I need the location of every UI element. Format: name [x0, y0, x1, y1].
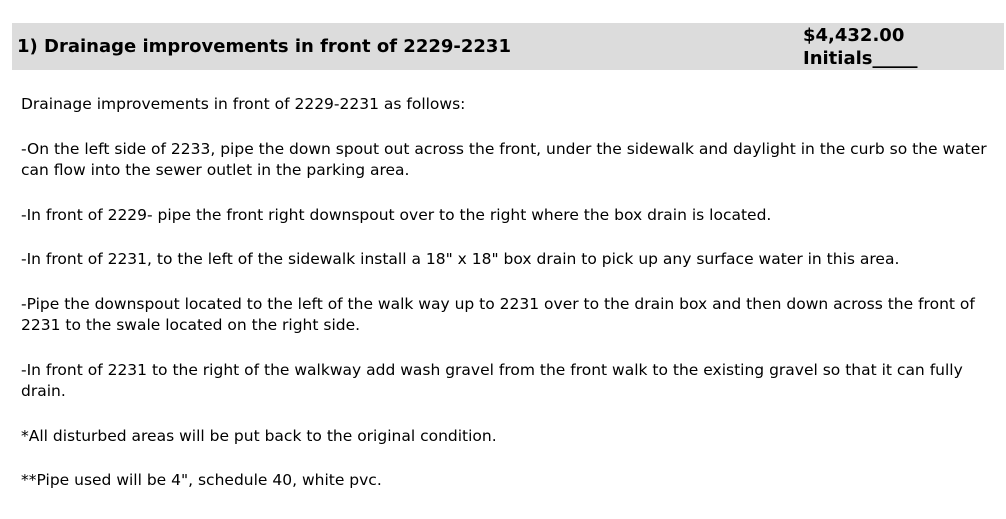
scope-item-2233-downspout: -On the left side of 2233, pipe the down spout out across the front, under the sidewalk and daylight in the curb so the water can flow into the sewer outlet in the parking area.	[21, 139, 987, 179]
note-pipe-spec: **Pipe used will be 4", schedule 40, white pvc.	[21, 471, 382, 489]
scope-item-2231-downspout-pipe: -Pipe the downspout located to the left of the walk way up to 2231 over to the drain box and then down across the front of 2231 to the swale located on the right side.	[21, 294, 975, 334]
scope-item-2229-downspout: -In front of 2229- pipe the front right downspout over to the right where the box drain is located.	[21, 205, 772, 224]
initials-line: Initials_____	[803, 48, 918, 69]
note-disturbed-areas: *All disturbed areas will be put back to the original condition.	[21, 426, 497, 445]
intro-paragraph: Drainage improvements in front of 2229-2231 as follows:	[21, 95, 466, 113]
scope-item-2231-wash-gravel: -In front of 2231 to the right of the walkway add wash gravel from the front walk to the existing gravel so that it can fully drain.	[21, 360, 963, 400]
price-block	[803, 24, 918, 70]
description-body	[21, 94, 999, 515]
price-amount: $4,432.00	[803, 25, 905, 46]
scope-item-2231-box-drain: -In front of 2231, to the left of the sidewalk install a 18" x 18" box drain to pick up any surface water in this area.	[21, 250, 900, 268]
section-title: 1) Drainage improvements in front of 2229-2231	[17, 36, 511, 57]
